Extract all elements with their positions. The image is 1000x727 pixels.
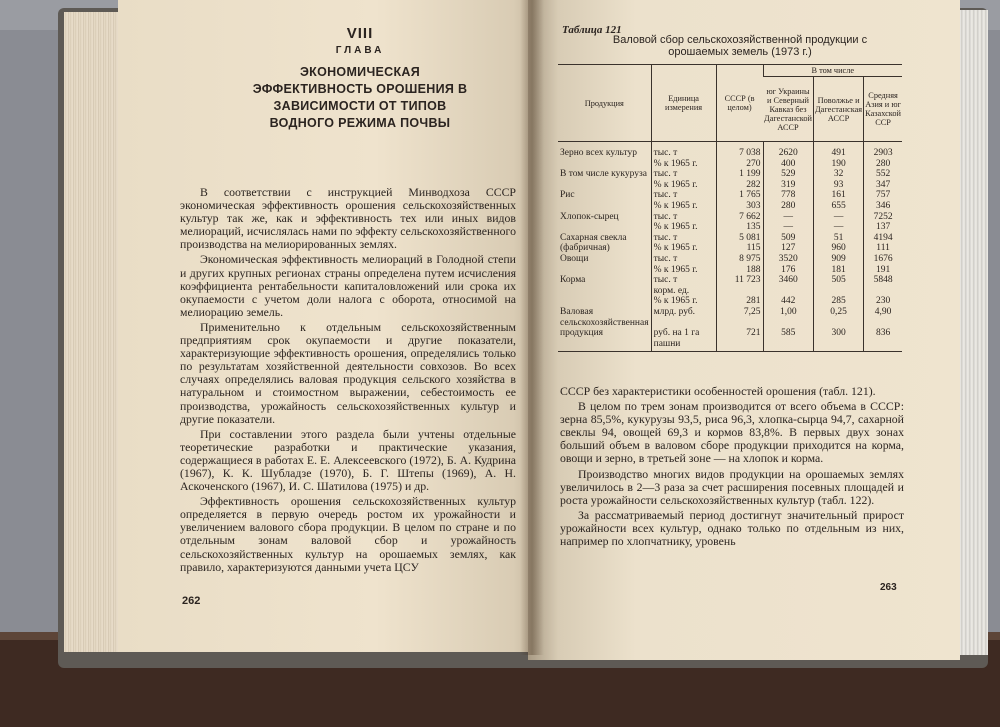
cell-zone2: 491 190 [813,142,863,170]
paragraph: Производство многих видов продукции на орошаемых землях увеличилось в 2—3 раза за счет расширения посевных площадей и роста урожайности сельскохозяйственных культур (табл. 122). [560,466,904,507]
cell-unit: тыс. т % к 1965 г. [651,190,716,211]
cell-product: Овощи [560,253,589,264]
cell-ussr: 8 975 188 [716,254,763,275]
cell-zone3: 5848 230 [864,275,902,307]
table-row [558,142,902,170]
table-row [558,212,902,233]
cell-zone1: 1,00 585 [763,307,813,352]
table-row [558,169,902,190]
cell-ussr: 5 081 115 [716,233,763,254]
cell-unit: тыс. т % к 1965 г. [651,169,716,190]
header-unit: Единица измерения [651,65,716,142]
cell-product: Сахарная свекла (фабричная) [560,232,627,254]
header-ussr: СССР (в целом) [716,65,763,142]
cell-zone3: 7252 137 [864,212,902,233]
paragraph: Применительно к отдельным сельскохозяйственным предприятиям срок окупаемости и другие показатели, характеризующие эффективность орошения, определялись только по результатам хозяйственной деятельности совхозов. Во всех случаях определялись валовая продукция сельского хозяйства в натуральном и стоимостном выражении, себестоимость ее производства, урожайность сельскохозяйственных культур и другие показатели. [180,319,516,426]
paragraph: В целом по трем зонам производится от всего объема в СССР: зерна 85,5%, кукурузы 93,5, риса 96,3, хлопка-сырца 94,7, сахарной свеклы 94, овощей 69,3 и кормов 83,8%. В первых двух зонах больший объем в валовом сборе продукции приходится на корма, овощи и зерно, в третьей зоне — на хлопок и корма. [560,399,904,466]
cell-zone3: 2903 280 [864,142,902,170]
right-page-body [560,385,904,548]
cell-product: Корма [560,275,586,286]
cell-zone3: 4,90 836 [864,307,902,352]
cell-zone1: 509 127 [763,233,813,254]
paragraph: СССР без характеристики особенностей орошения (табл. 121). [560,384,876,398]
left-page-stack [64,12,124,652]
table-title: Валовой сбор сельскохозяйственной продукции с орошаемых земель (1973 г.) [612,34,868,58]
cell-product: В том числе кукуруза [560,169,647,180]
cell-zone2: 505 285 [813,275,863,307]
header-zone1: юг Украины и Северный Кавказ без Дагестанской АССР [763,77,813,142]
cell-product: Валовая сельскохозяйственная продукция [558,307,651,352]
cell-ussr: 7 038 270 [716,142,763,170]
page-number-right: 263 [880,582,897,593]
cell-unit: тыс. т % к 1965 г. [651,233,716,254]
header-zone3: Средняя Азия и юг Казахской ССР [864,77,902,142]
cell-unit: тыс. т % к 1965 г. [651,212,716,233]
cell-zone1: 3520 176 [763,254,813,275]
cell-zone1: 778 280 [763,190,813,211]
cell-zone2: — — [813,212,863,233]
table-row [558,233,902,254]
header-zone2: Поволжье и Дагестанская АССР [813,77,863,142]
cell-zone1: 3460 442 [763,275,813,307]
cell-zone1: 529 319 [763,169,813,190]
table-row [558,307,902,352]
cell-zone2: 0,25 300 [813,307,863,352]
paragraph: Эффективность орошения сельскохозяйственных культур определяется в первую очередь ростом их урожайности и увеличением валового сбора продукции. В целом по стране и по отдельным зонам валовой сбор и урожайность сельскохозяйственных культур на орошаемых землях, как правило, характеризуются данными учета ЦСУ [180,494,516,574]
table-row [558,254,902,275]
cell-unit: тыс. т % к 1965 г. [651,254,716,275]
cell-zone1: 2620 400 [763,142,813,170]
cell-zone1: — — [763,212,813,233]
chapter-number: VIII [346,25,374,42]
paragraph: За рассматриваемый период достигнут значительный прирост урожайности всех культур, однако только по отдельным из них, например по хлопчатнику, уровень [560,507,904,549]
cell-ussr: 7,25 721 [716,307,763,352]
paragraph: Экономическая эффективность мелиораций в Голодной степи и других крупных регионах страны определена путем исчисления коэффициента рентабельности капиталовложений или срока их окупаемости с учетом доли налога с оборота, относимой на мелиорацию земель. [180,252,516,319]
cell-zone3: 757 346 [864,190,902,211]
cell-zone2: 909 181 [813,254,863,275]
chapter-word: ГЛАВА [335,45,385,56]
table-row [558,190,902,211]
cell-unit: тыс. т % к 1965 г. [651,142,716,170]
cell-ussr: 1 199 282 [716,169,763,190]
table-row [558,275,902,307]
cell-zone3: 1676 191 [864,254,902,275]
cell-ussr: 7 662 135 [716,212,763,233]
cell-unit: тыс. т корм. ед. % к 1965 г. [651,275,716,307]
cell-zone2: 51 960 [813,233,863,254]
header-group: В том числе [763,65,902,77]
cell-ussr: 1 765 303 [716,190,763,211]
page-number-left: 262 [182,595,201,607]
left-page-body [180,186,516,574]
cell-zone3: 552 347 [864,169,902,190]
paragraph: В соответствии с инструкцией Минводхоза СССР экономическая эффективность орошения сельскохозяйственных культур так же, как и эффективность тех или иных видов мелиораций, исчислялась нами по эффекту сельскохозяйственного производства на мелиорированных землях. [180,185,516,252]
cell-unit: млрд. руб. руб. на 1 га пашни [651,307,716,352]
cell-ussr: 11 723 281 [716,275,763,307]
book-gutter [520,0,544,655]
chapter-title: ЭКОНОМИЧЕСКАЯ ЭФФЕКТИВНОСТЬ ОРОШЕНИЯ В ЗАВИСИМОСТИ ОТ ТИПОВ ВОДНОГО РЕЖИМА ПОЧВЫ [252,65,468,130]
cell-product: Хлопок-сырец [560,211,619,222]
cell-zone2: 32 93 [813,169,863,190]
table-label: Таблица 121 [562,24,622,36]
header-product: Продукция [558,65,651,142]
cell-product: Зерно всех культур [560,148,637,158]
data-table [558,64,902,352]
cell-product: Рис [560,190,575,201]
cell-zone3: 4194 111 [864,233,902,254]
paragraph: При составлении этого раздела были учтены отдельные теоретические разработки и практические указания, содержащиеся в работах Е. Е. Алексеевского (1972), Б. А. Кудрина (1967), К. К. Шубладзе (1970), Б. Г. Штепы (1969), А. Н. Аскоченского (1967), И. С. Шатилова (1975) и др. [180,426,516,494]
cell-zone2: 161 655 [813,190,863,211]
